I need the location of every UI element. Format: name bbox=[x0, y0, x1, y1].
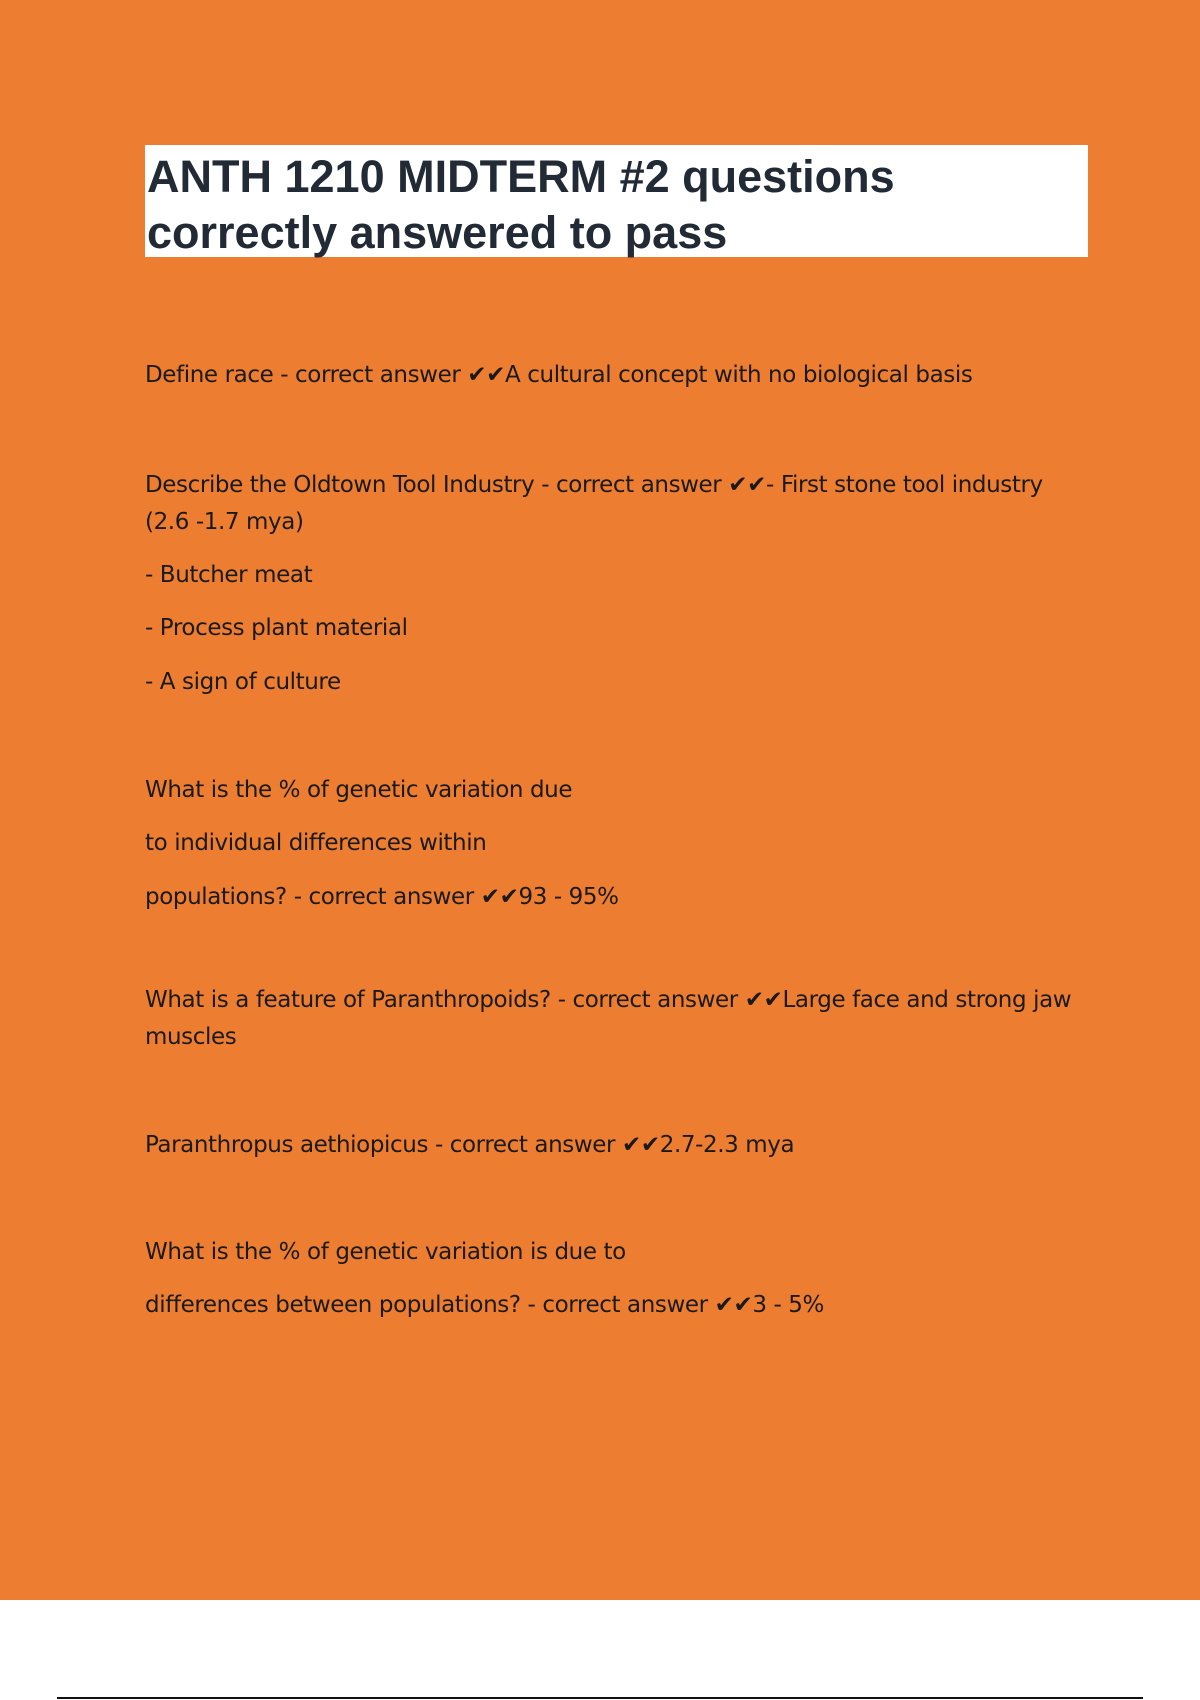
qa-variation-within-line-3: populations? - correct answer ✔✔93 - 95% bbox=[145, 884, 619, 910]
qa-variation-between-line-2: differences between populations? - correct answer ✔✔3 - 5% bbox=[145, 1292, 824, 1318]
title-box bbox=[145, 145, 1088, 257]
qa-variation-within-line-1: What is the % of genetic variation due bbox=[145, 777, 573, 803]
list-item-sign-of-culture: - A sign of culture bbox=[145, 669, 341, 695]
qa-oldowan-tool-industry: Describe the Oldtown Tool Industry - correct answer ✔✔- First stone tool industry (2.6 -1.7 mya) bbox=[145, 472, 1043, 535]
qa-paranthropoids-feature: What is a feature of Paranthropoids? - correct answer ✔✔Large face and strong jaw muscles bbox=[145, 987, 1072, 1050]
qa-variation-within-line-2: to individual differences within bbox=[145, 830, 487, 856]
list-item-butcher-meat: - Butcher meat bbox=[145, 562, 313, 588]
qa-define-race: Define race - correct answer ✔✔A cultural concept with no biological basis bbox=[145, 362, 973, 388]
document-title: ANTH 1210 MIDTERM #2 questions correctly answered to pass bbox=[147, 151, 895, 258]
qa-paranthropus-aethiopicus: Paranthropus aethiopicus - correct answer ✔✔2.7-2.3 mya bbox=[145, 1132, 795, 1158]
qa-variation-between-line-1: What is the % of genetic variation is due to bbox=[145, 1239, 626, 1265]
list-item-process-plant-material: - Process plant material bbox=[145, 615, 408, 641]
footer-divider bbox=[57, 1697, 1143, 1699]
